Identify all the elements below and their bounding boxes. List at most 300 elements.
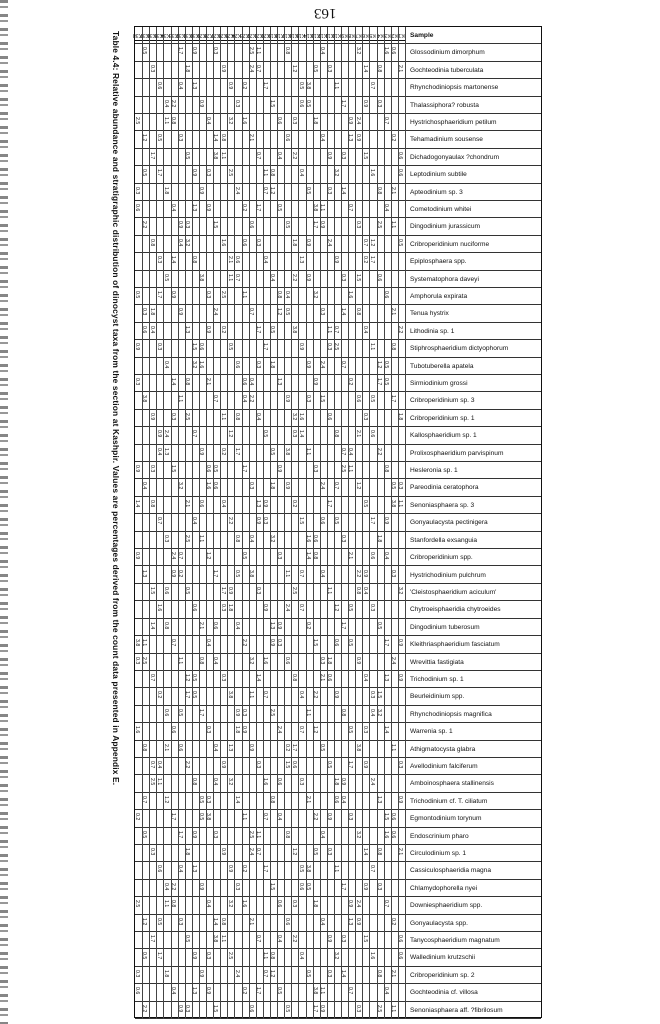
cell-value: 0.8 — [148, 499, 155, 508]
cell-value: 1.7 — [240, 465, 247, 473]
sample-id-header: K12 — [317, 32, 327, 38]
column-divider — [341, 27, 342, 1019]
cell-value: 2.4 — [248, 64, 254, 73]
cell-value: 1.2 — [375, 360, 382, 368]
cell-value: 0.9 — [148, 412, 155, 421]
taxon-row — [135, 288, 541, 305]
cell-value: 0.6 — [155, 865, 162, 873]
sample-id-header: K6 — [362, 32, 370, 38]
taxon-label: Systematophora daveyi — [405, 271, 543, 287]
cell-value: 0.3 — [290, 117, 297, 125]
cell-value: 0.3 — [390, 569, 397, 577]
cell-value: 0.9 — [134, 465, 141, 473]
cell-value: 1.2 — [141, 917, 148, 925]
sample-id-header: K31 — [182, 32, 192, 38]
sample-id-header: K35 — [154, 32, 164, 38]
cell-value: 0.3 — [326, 847, 333, 856]
cell-value: 0.5 — [134, 291, 141, 299]
cell-value: 0.8 — [233, 534, 240, 542]
cell-value: 0.7 — [347, 204, 354, 212]
cell-value: 1.6 — [347, 291, 354, 299]
cell-value: 0.6 — [276, 900, 283, 908]
cell-value: 2.4 — [233, 969, 240, 977]
cell-value: 3.8 — [212, 934, 219, 943]
cell-value: 1.4 — [212, 134, 219, 142]
cell-value: 2.4 — [390, 656, 397, 664]
cell-value: 1.7 — [169, 813, 176, 821]
cell-value: 0.6 — [297, 882, 304, 890]
cell-value: 0.8 — [276, 291, 283, 299]
taxon-row — [135, 497, 541, 514]
cell-value: 0.3 — [397, 760, 404, 769]
cell-value: 1.2 — [311, 726, 318, 734]
cell-value: 0.6 — [390, 47, 397, 55]
cell-value: 0.6 — [141, 325, 148, 334]
cell-value: 1.7 — [390, 395, 397, 403]
cell-value: 1.7 — [340, 99, 347, 107]
cell-value: 0.4 — [383, 204, 389, 212]
cell-value: 0.6 — [212, 621, 219, 629]
cell-value: 0.9 — [361, 882, 368, 890]
sample-id-header: K10 — [331, 32, 342, 38]
cell-value: 1.2 — [162, 795, 169, 803]
taxon-label: Stiphrosphaeridium dictyophorum — [405, 340, 543, 356]
cell-value: 0.7 — [262, 813, 269, 821]
cell-value: 1.5 — [269, 882, 276, 890]
cell-value: 0.5 — [361, 499, 368, 508]
sample-id-header: K3 — [384, 32, 391, 38]
cell-value: 0.3 — [233, 99, 240, 107]
cell-value: 1.1 — [240, 291, 247, 299]
cell-value: 0.2 — [390, 917, 397, 925]
cell-value: 0.3 — [134, 969, 141, 977]
cell-value: 0.3 — [361, 412, 368, 421]
cell-value: 0.9 — [219, 847, 226, 856]
cell-value: 0.4 — [347, 447, 354, 455]
cell-value: 0.3 — [255, 760, 262, 769]
taxon-label: 'Cleistosphaeridium aciculum' — [405, 584, 543, 600]
cell-value: 0.5 — [283, 308, 290, 316]
cell-value: 0.8 — [354, 586, 361, 595]
cell-value: 0.2 — [240, 987, 247, 995]
column-divider — [220, 27, 221, 1019]
cell-value: 0.9 — [219, 760, 226, 769]
cell-value: 0.9 — [219, 64, 226, 73]
cell-value: 0.8 — [311, 552, 318, 560]
cell-value: 1.6 — [368, 952, 375, 960]
cell-value: 1.1 — [226, 273, 233, 281]
cell-value: 3.8 — [283, 447, 290, 455]
cell-value: 0.8 — [219, 134, 226, 142]
cell-value: 1.3 — [383, 673, 389, 682]
cell-value: 1.6 — [304, 534, 311, 542]
cell-value: 0.2 — [176, 569, 183, 577]
taxon-row — [135, 845, 541, 862]
cell-value: 0.6 — [333, 795, 340, 803]
cell-value: 1.8 — [162, 186, 169, 194]
cell-value: 0.6 — [397, 934, 404, 943]
cell-value: 0.6 — [248, 221, 254, 229]
taxon-row — [135, 532, 541, 549]
cell-value: 0.4 — [219, 499, 226, 508]
cell-value: 0.7 — [368, 82, 375, 90]
sample-id-header: K27 — [211, 32, 221, 38]
taxon-row — [135, 97, 541, 114]
cell-value: 1.1 — [162, 900, 169, 908]
cell-value: 0.7 — [233, 273, 240, 281]
cell-value: 0.3 — [134, 378, 141, 386]
taxon-row — [135, 184, 541, 201]
cell-value: 3.8 — [390, 499, 397, 508]
taxon-row — [135, 62, 541, 79]
cell-value: 1.7 — [155, 169, 162, 177]
cell-value: 0.9 — [283, 395, 290, 403]
cell-value: 0.9 — [262, 499, 269, 508]
cell-value: 2.4 — [276, 726, 283, 734]
cell-value: 3.8 — [304, 865, 311, 873]
taxon-label: Egmontodinium torynum — [405, 810, 543, 826]
sample-id-header: K2 — [391, 32, 398, 38]
cell-value: 0.5 — [333, 517, 340, 525]
cell-value: 3.2 — [226, 778, 233, 786]
taxon-row — [135, 723, 541, 740]
taxon-label: Kallosphaeridium sp. 1 — [405, 427, 543, 443]
cell-value: 1.6 — [205, 482, 212, 490]
cell-value: 1.2 — [226, 430, 233, 438]
cell-value: 0.9 — [226, 82, 233, 90]
cell-value: 1.3 — [191, 82, 198, 90]
sample-id-header: K25 — [225, 32, 235, 38]
sample-id-header: K21 — [253, 32, 263, 38]
taxon-label: Hystrichodinium pulchrum — [405, 567, 543, 583]
taxon-row — [135, 549, 541, 566]
cell-value: 0.9 — [191, 952, 198, 960]
cell-value: 0.6 — [326, 412, 333, 421]
cell-value: 0.9 — [205, 325, 212, 334]
cell-value: 0.5 — [347, 726, 354, 734]
cell-value: 0.2 — [304, 621, 311, 629]
cell-value: 0.9 — [233, 708, 240, 716]
cell-value: 0.7 — [361, 238, 368, 247]
cell-value: 0.3 — [276, 639, 283, 647]
cell-value: 1.6 — [297, 412, 304, 421]
cell-value: 0.4 — [340, 795, 347, 803]
column-divider — [291, 27, 292, 1019]
cell-value: 1.4 — [340, 186, 347, 194]
cell-value: 0.3 — [326, 186, 333, 194]
cell-value: 0.8 — [184, 378, 191, 386]
sample-id-header: K23 — [239, 32, 249, 38]
cell-value: 0.7 — [155, 517, 162, 525]
cell-value: 0.5 — [141, 169, 148, 177]
column-divider — [348, 27, 349, 1019]
cell-value: 1.4 — [212, 917, 219, 925]
cell-value: 0.3 — [134, 656, 141, 664]
cell-value: 0.3 — [361, 726, 368, 734]
taxon-label: Cometodinium whitei — [405, 201, 543, 217]
cell-value: 1.7 — [311, 1004, 318, 1012]
cell-value: 0.3 — [205, 795, 212, 803]
cell-value: 0.3 — [184, 221, 191, 229]
cell-value: 0.4 — [269, 273, 276, 281]
cell-value: 0.3 — [290, 430, 297, 438]
cell-value: 1.5 — [269, 99, 276, 107]
cell-value: 0.9 — [198, 99, 205, 107]
cell-value: 1.1 — [155, 778, 162, 786]
cell-value: 0.3 — [141, 308, 148, 316]
cell-value: 0.5 — [141, 47, 148, 55]
cell-value: 0.3 — [155, 256, 162, 264]
cell-value: 0.8 — [191, 256, 198, 264]
cell-value: 0.3 — [205, 169, 212, 177]
cell-value: 0.9 — [304, 273, 311, 281]
cell-value: 0.6 — [283, 134, 290, 142]
cell-value: 0.6 — [198, 343, 205, 351]
taxon-row — [135, 654, 541, 671]
cell-value: 0.7 — [340, 360, 347, 368]
cell-value: 0.2 — [390, 134, 397, 142]
cell-value: 0.5 — [226, 343, 233, 351]
cell-value: 1.5 — [383, 813, 389, 821]
taxon-label: Trichodinium sp. 1 — [405, 671, 543, 687]
cell-value: 2.4 — [326, 238, 333, 247]
cell-value: 2.2 — [169, 99, 176, 107]
cell-value: 2.5 — [184, 534, 191, 542]
taxon-label: Tanycosphaeridium magnatum — [405, 932, 543, 948]
taxon-label: Cribroperidinium spp. — [405, 549, 543, 565]
cell-value: 0.9 — [276, 465, 283, 473]
cell-value: 0.8 — [148, 238, 155, 247]
taxon-row — [135, 967, 541, 984]
taxon-label: Gonyaulacysta pectinigera — [405, 514, 543, 530]
taxon-label: Chlamydophorella nyei — [405, 880, 543, 896]
cell-value: 3.8 — [141, 395, 148, 403]
cell-value: 1.7 — [340, 621, 347, 629]
cell-value: 0.6 — [333, 639, 340, 647]
cell-value: 0.8 — [198, 656, 205, 664]
taxon-row — [135, 149, 541, 166]
taxon-label: Amboinosphaera stallinensis — [405, 775, 543, 791]
cell-value: 0.3 — [326, 64, 333, 73]
taxon-label: Trichodinium cf. T. ciliatum — [405, 793, 543, 809]
taxon-label: Wrevittia fastigiata — [405, 654, 543, 670]
taxon-label: Rhynchodiniopsis martonense — [405, 79, 543, 95]
cell-value: 0.9 — [333, 691, 340, 699]
cell-value: 1.2 — [205, 552, 212, 560]
taxon-row — [135, 932, 541, 949]
cell-value: 0.9 — [205, 204, 212, 212]
cell-value: 0.6 — [397, 169, 404, 177]
cell-value: 2.2 — [184, 760, 191, 769]
cell-value: 0.7 — [383, 900, 389, 908]
cell-value: 0.8 — [269, 952, 276, 960]
cell-value: 0.5 — [269, 447, 276, 455]
cell-value: 0.7 — [297, 726, 304, 734]
taxon-label: Cribroperidinium nuciforme — [405, 236, 543, 252]
cell-value: 1.7 — [198, 708, 205, 716]
cell-value: 0.3 — [319, 656, 326, 664]
cell-value: 0.5 — [262, 430, 269, 438]
cell-value: 0.4 — [248, 378, 254, 386]
cell-value: 0.9 — [176, 221, 183, 229]
cell-value: 1.8 — [233, 726, 240, 734]
cell-value: 0.2 — [283, 743, 290, 751]
cell-value: 0.8 — [375, 847, 382, 856]
column-divider — [171, 27, 172, 1019]
cell-value: 1.7 — [155, 291, 162, 299]
cell-value: 0.5 — [304, 186, 311, 194]
cell-value: 3.2 — [311, 291, 318, 299]
cell-value: 0.9 — [354, 917, 361, 925]
cell-value: 0.3 — [319, 308, 326, 316]
cell-value: 0.4 — [255, 412, 262, 421]
taxon-row — [135, 810, 541, 827]
cell-value: 0.8 — [290, 673, 297, 682]
cell-value: 1.4 — [361, 64, 368, 73]
taxon-label: Gochteodinia tuberculata — [405, 62, 543, 78]
cell-value: 0.9 — [169, 291, 176, 299]
cell-value: 1.7 — [255, 987, 262, 995]
cell-value: 0.7 — [148, 673, 155, 682]
cell-value: 0.7 — [262, 691, 269, 699]
cell-value: 3.2 — [290, 412, 297, 421]
taxon-row — [135, 305, 541, 322]
cell-value: 1.1 — [304, 447, 311, 455]
cell-value: 2.5 — [340, 465, 347, 473]
taxon-label: Tenua hystrix — [405, 305, 543, 321]
cell-value: 1.4 — [134, 499, 141, 508]
cell-value: 1.3 — [141, 569, 148, 577]
cell-value: 0.8 — [219, 917, 226, 925]
taxon-label: Sirmiodinium grossi — [405, 375, 543, 391]
cell-value: 3.2 — [226, 900, 233, 908]
cell-value: 1.2 — [290, 847, 297, 856]
cell-value: 0.7 — [169, 639, 176, 647]
cell-value: 0.9 — [347, 900, 354, 908]
sample-id-header: K1 — [398, 32, 405, 38]
cell-value: 0.9 — [198, 186, 205, 194]
cell-value: 2.4 — [354, 900, 361, 908]
cell-value: 2.5 — [375, 221, 382, 229]
cell-value: 0.3 — [169, 412, 176, 421]
cell-value: 2.1 — [226, 256, 233, 264]
cell-value: 2.5 — [290, 586, 297, 595]
cell-value: 0.5 — [283, 221, 290, 229]
cell-value: 0.7 — [383, 117, 389, 125]
taxon-label: Thalassiphora? robusta — [405, 97, 543, 113]
data-table — [134, 26, 542, 1018]
cell-value: 0.3 — [397, 482, 404, 490]
cell-value: 0.3 — [255, 360, 262, 368]
sample-id-header: K22 — [246, 32, 256, 38]
cell-value: 1.6 — [240, 900, 247, 908]
cell-value: 1.7 — [383, 639, 389, 647]
cell-value: 1.8 — [148, 308, 155, 316]
cell-value: 0.9 — [269, 639, 276, 647]
cell-value: 0.9 — [198, 882, 205, 890]
cell-value: 0.6 — [248, 1004, 254, 1012]
cell-value: 3.2 — [184, 238, 191, 247]
cell-value: 0.8 — [269, 169, 276, 177]
cell-value: 0.6 — [311, 534, 318, 542]
cell-value: 0.3 — [205, 726, 212, 734]
cell-value: 0.8 — [390, 343, 397, 351]
cell-value: 0.3 — [326, 969, 333, 977]
cell-value: 0.3 — [368, 604, 375, 612]
cell-value: 0.4 — [276, 934, 283, 943]
cell-value: 1.3 — [375, 795, 382, 803]
cell-value: 1.1 — [248, 691, 254, 699]
cell-value: 0.4 — [169, 987, 176, 995]
sample-id-header: K16 — [289, 32, 299, 38]
cell-value: 0.5 — [283, 1004, 290, 1012]
cell-value: 0.4 — [176, 238, 183, 247]
cell-value: 0.9 — [191, 830, 198, 838]
cell-value: 2.4 — [283, 604, 290, 612]
taxon-row — [135, 567, 541, 584]
cell-value: 0.3 — [255, 586, 262, 595]
cell-value: 0.3 — [304, 395, 311, 403]
cell-value: 0.3 — [219, 604, 226, 612]
cell-value: 0.8 — [333, 430, 340, 438]
cell-value: 1.5 — [319, 395, 326, 403]
taxon-label: Avellodinium falciferum — [405, 758, 543, 774]
cell-value: 0.6 — [212, 482, 219, 490]
sample-id-header: K5 — [369, 32, 377, 38]
cell-value: 3.8 — [248, 569, 254, 577]
cell-value: 1.2 — [290, 64, 297, 73]
cell-value: 0.9 — [326, 934, 333, 943]
taxon-row — [135, 741, 541, 758]
cell-value: 1.7 — [375, 378, 382, 386]
data-table-container — [134, 26, 542, 1018]
cell-value: 0.9 — [347, 117, 354, 125]
column-divider — [362, 27, 363, 1019]
cell-value: 0.9 — [134, 552, 141, 560]
cell-value: 0.3 — [375, 882, 382, 890]
cell-value: 1.6 — [134, 726, 141, 734]
taxon-label: Cribroperidinium sp. 3 — [405, 392, 543, 408]
cell-value: 3.8 — [212, 151, 219, 160]
cell-value: 0.9 — [361, 569, 368, 577]
cell-value: 1.2 — [269, 186, 276, 194]
cell-value: 2.1 — [397, 847, 404, 856]
cell-value: 1.4 — [169, 256, 176, 264]
cell-value: 0.9 — [240, 726, 247, 734]
sample-id-header: K8 — [348, 32, 355, 38]
cell-value: 0.4 — [205, 900, 212, 908]
cell-value: 0.4 — [276, 151, 283, 160]
cell-value: 0.2 — [290, 499, 297, 508]
cell-value: 1.4 — [340, 308, 347, 316]
cell-value: 3.8 — [198, 273, 205, 281]
cell-value: 1.3 — [191, 865, 198, 873]
taxon-label: Chytroeisphaeridia chytroeides — [405, 601, 543, 617]
cell-value: 0.5 — [390, 482, 397, 490]
column-divider — [163, 27, 164, 1019]
cell-value: 0.2 — [219, 447, 226, 455]
cell-value: 0.9 — [304, 360, 311, 368]
cell-value: 0.9 — [326, 813, 333, 821]
cell-value: 1.7 — [347, 760, 354, 769]
cell-value: 0.5 — [155, 134, 162, 142]
cell-value: 0.4 — [212, 743, 219, 751]
cell-value: 0.5 — [141, 830, 148, 838]
cell-value: 0.9 — [283, 482, 290, 490]
taxon-label: Beurleidinium spp. — [405, 688, 543, 704]
cell-value: 2.1 — [390, 969, 397, 977]
cell-value: 0.4 — [240, 395, 247, 403]
